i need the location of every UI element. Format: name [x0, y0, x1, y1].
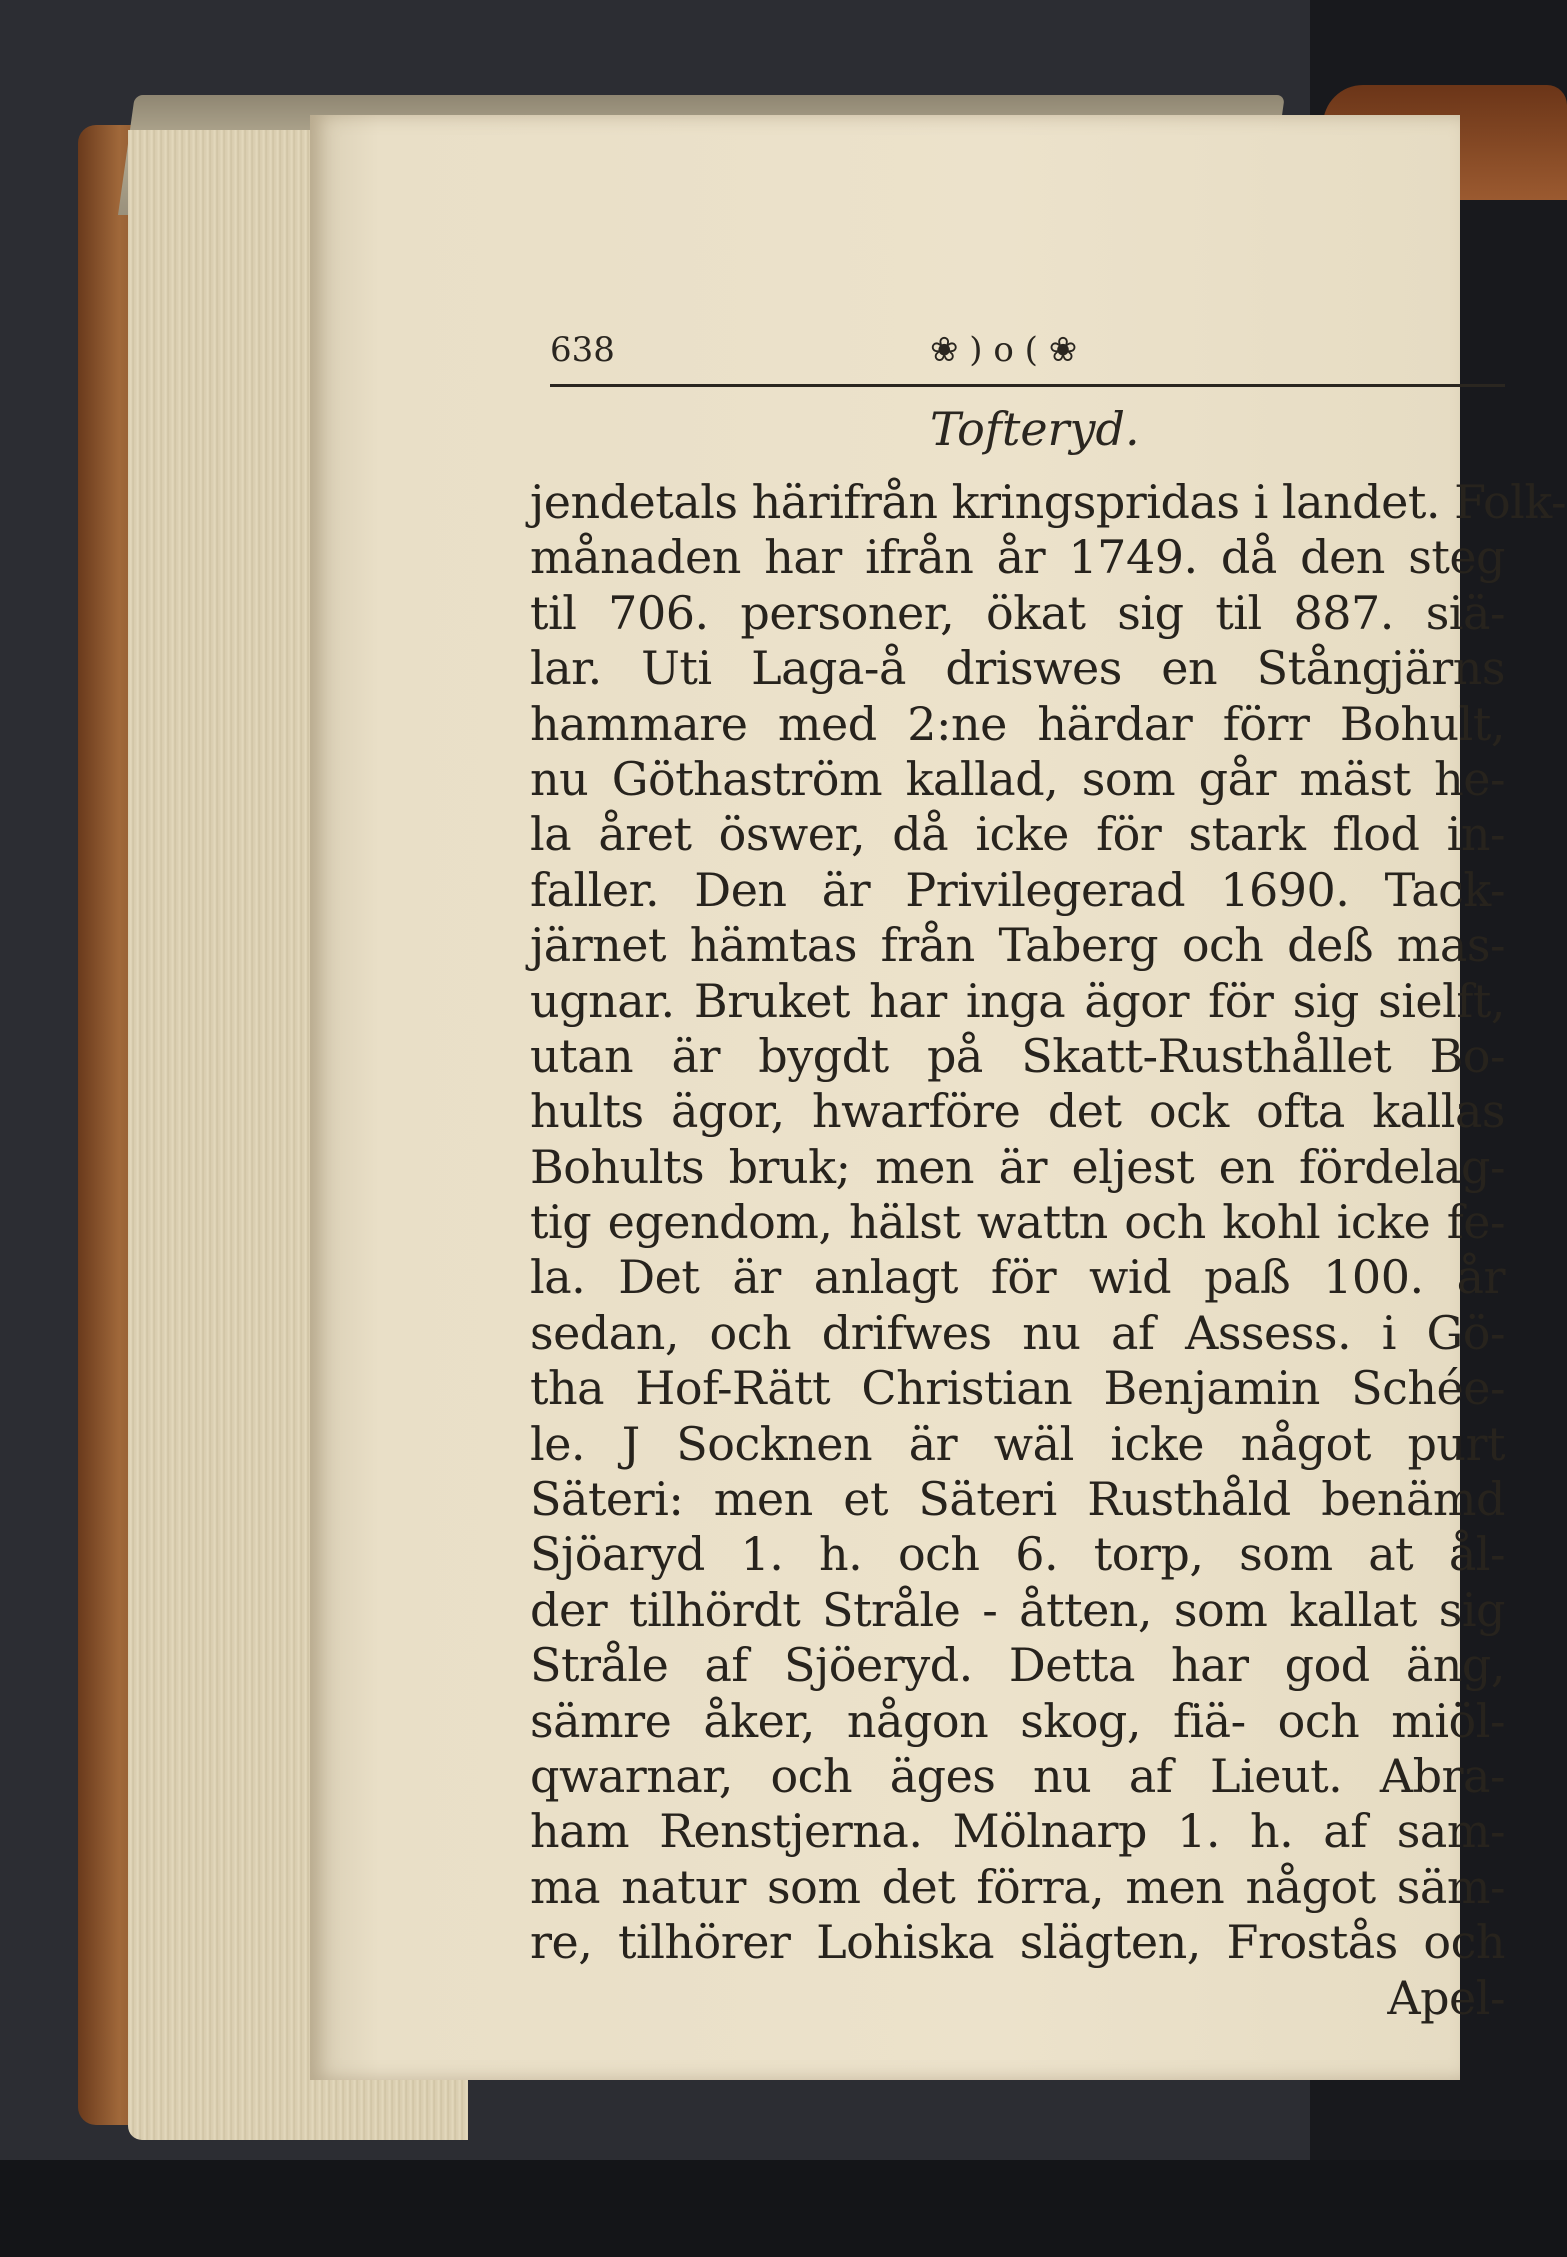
- text-line: lar. Uti Laga-å driswes en Stångjärns: [530, 641, 1505, 696]
- text-line: ugnar. Bruket har inga ägor för sig sielft,: [530, 973, 1505, 1028]
- text-line: qwarnar, och äges nu af Lieut. Abra-: [530, 1748, 1505, 1803]
- header-rule: [550, 384, 1505, 387]
- text-line: hammare med 2:ne härdar förr Bohult,: [530, 696, 1505, 751]
- text-line: ma natur som det förra, men något säm-: [530, 1859, 1505, 1914]
- text-line: til 706. personer, ökat sig til 887. siä-: [530, 585, 1505, 640]
- text-line: tig egendom, hälst wattn och kohl icke fe-: [530, 1195, 1505, 1250]
- text-line: re, tilhörer Lohiska slägten, Frostås och: [530, 1915, 1505, 1970]
- text-line: Stråle af Sjöeryd. Detta har god äng,: [530, 1638, 1505, 1693]
- text-line: tha Hof-Rätt Christian Benjamin Schée-: [530, 1361, 1505, 1416]
- text-line: ham Renstjerna. Mölnarp 1. h. af sam-: [530, 1804, 1505, 1859]
- text-line: sedan, och drifwes nu af Assess. i Gö-: [530, 1305, 1505, 1360]
- text-line: hults ägor, hwarföre det ock ofta kallas: [530, 1084, 1505, 1139]
- header-ornament: ❀ ) o ( ❀: [930, 330, 1078, 370]
- text-line: der tilhördt Stråle - åtten, som kallat sig: [530, 1582, 1505, 1637]
- page-header: [550, 330, 1505, 390]
- text-line: Säteri: men et Säteri Rusthåld benämd: [530, 1472, 1505, 1527]
- page-number: 638: [550, 330, 615, 370]
- text-line: faller. Den är Privilegerad 1690. Tack-: [530, 862, 1505, 917]
- text-line: jendetals härifrån kringspridas i landet. Folk-: [530, 475, 1566, 529]
- text-line: järnet hämtas från Taberg och deß mas-: [530, 918, 1505, 973]
- text-line: la året öswer, då icke för stark flod in-: [530, 807, 1505, 862]
- body-text: [530, 475, 1566, 2026]
- bottom-backdrop: [0, 2160, 1567, 2257]
- text-line: månaden har ifrån år 1749. då den steg: [530, 530, 1505, 585]
- text-line: la. Det är anlagt för wid paß 100. år: [530, 1250, 1505, 1305]
- text-line: nu Göthaström kallad, som går mäst he-: [530, 751, 1505, 806]
- running-title: Tofteryd.: [930, 402, 1140, 456]
- text-line: le. J Socknen är wäl icke något purt: [530, 1416, 1505, 1471]
- text-line: utan är bygdt på Skatt-Rusthållet Bo-: [530, 1028, 1505, 1083]
- catchword: Apel-: [1387, 1970, 1505, 2025]
- text-line: sämre åker, någon skog, fiä- och miöl-: [530, 1693, 1505, 1748]
- text-line: Bohults bruk; men är eljest en fördelag-: [530, 1139, 1505, 1194]
- text-line: Sjöaryd 1. h. och 6. torp, som at ål-: [530, 1527, 1505, 1582]
